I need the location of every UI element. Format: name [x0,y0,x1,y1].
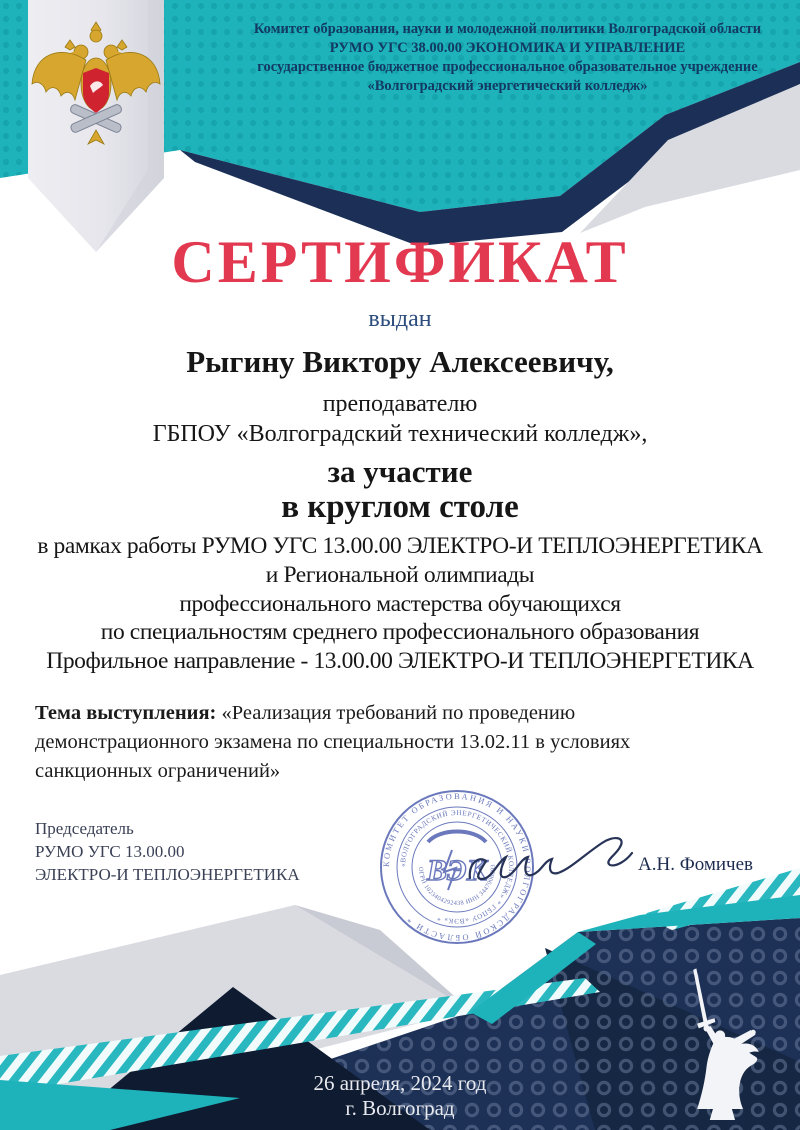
stamp-inner-text: «ВОЛГОГРАДСКИЙ ЭНЕРГЕТИЧЕСКИЙ КОЛЛЕДЖ» * ГБПОУ «ВЭК» * [398,808,516,926]
header-org-block [235,20,780,96]
topic-text: «Реализация требований по проведению демонстрационного экзамена по специальности 13.02.11 в условиях санкционных ограничений» [35,702,631,782]
certificate-title: СЕРТИФИКАТ [171,229,629,295]
stamp-reg-text: ОГРН 1023404292438 ИНН 3447006893 [416,863,498,908]
topic-block [35,699,665,786]
issued-label: выдан [368,306,432,332]
header-line-2: РУМО УГС 38.00.00 ЭКОНОМИКА И УПРАВЛЕНИЕ [329,40,686,56]
stamp-and-signature [360,780,660,960]
event-description-block [0,532,800,676]
round-college-seal-icon [381,791,533,943]
signatory-position-3: ЭЛЕКТРО-И ТЕПЛОЭНЕРГЕТИКА [35,865,300,884]
award-line-1: за участие [327,454,473,489]
header-line-4: «Волгоградский энергетический колледж» [367,78,648,94]
recipient-role: преподавателю [322,391,478,417]
event-line-2: и Региональной олимпиады [265,561,535,588]
footer-city: г. Волгоград [345,1096,455,1120]
award-line-2: в круглом столе [281,489,519,525]
signatory-position-block [35,817,300,886]
event-line-3: профессионального мастерства обучающихся [179,590,621,617]
event-line-4: по специальностям среднего профессионального образования [100,619,700,646]
recipient-organization: ГБПОУ «Волгоградский технический колледж», [152,421,648,447]
footer-date-block [0,1071,800,1121]
event-line-5: Профильное направление - 13.00.00 ЭЛЕКТРО-И ТЕПЛОЭНЕРГЕТИКА [46,648,754,675]
signatory-name: А.Н. Фомичев [638,854,753,875]
event-line-1: в рамках работы РУМО УГС 13.00.00 ЭЛЕКТРО-И ТЕПЛОЭНЕРГЕТИКА [37,533,763,559]
stamp-outer-text: КОМИТЕТ ОБРАЗОВАНИЯ И НАУКИ ВОЛГОГРАДСКОЙ ОБЛАСТИ * [381,791,533,943]
signatory-position-2: РУМО УГС 13.00.00 [35,842,185,861]
header-line-3: государственное бюджетное профессиональное образовательное учреждение [257,59,758,75]
topic-label: Тема выступления: [35,702,217,724]
recipient-name: Рыгину Виктору Алексеевичу, [186,344,614,379]
header-line-1: Комитет образования, науки и молодежной политики Волгоградской области [253,21,762,37]
signatory-position-1: Председатель [35,819,134,838]
footer-date: 26 апреля, 2024 год [313,1071,487,1095]
stamp-center-text: ВЭК [427,854,487,887]
